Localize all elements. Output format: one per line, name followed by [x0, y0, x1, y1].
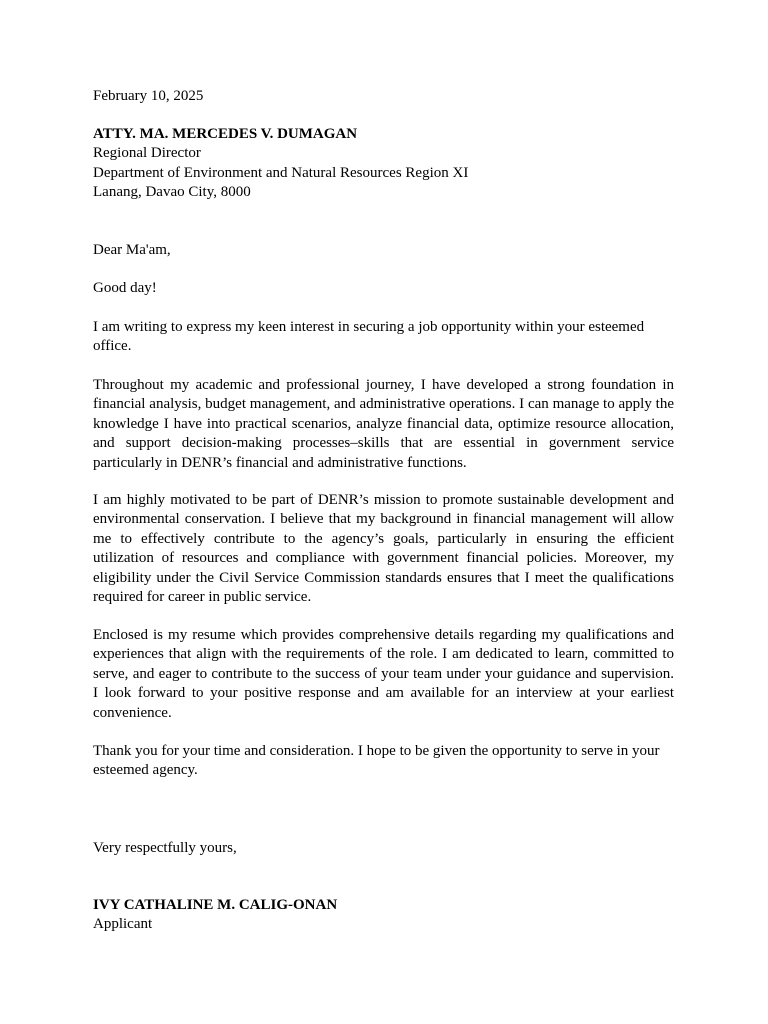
paragraph-enclosure	[93, 626, 674, 723]
signature-block	[93, 896, 674, 935]
recipient-title: Regional Director	[93, 145, 201, 162]
recipient-block	[93, 125, 674, 203]
paragraph-text: Thank you for your time and consideration. I hope to be given the opportunity to serve in your esteemed agency.	[93, 743, 660, 779]
paragraph-background	[93, 376, 674, 473]
signatory-name: IVY CATHALINE M. CALIG-ONAN	[93, 897, 338, 913]
signatory-role: Applicant	[93, 916, 153, 933]
paragraph-text: Throughout my academic and professional journey, I have developed a strong foundation in financial analysis, budget management, and administrative operations. I can manage to apply the knowledge I have into practical scenarios, analyze financial data, optimize resource allocation, and support decision-making processes–skills that are essential in government service particularly in DENR’s financial and administrative functions.	[93, 377, 674, 471]
date-text: February 10, 2025	[93, 88, 204, 104]
salutation	[93, 241, 674, 260]
paragraph-motivation	[93, 491, 674, 607]
closing	[93, 839, 674, 858]
paragraph-intro	[93, 318, 674, 357]
greeting-text: Good day!	[93, 280, 157, 296]
closing-text: Very respectfully yours,	[93, 840, 237, 856]
salutation-text: Dear Ma'am,	[93, 242, 171, 258]
paragraph-text: Enclosed is my resume which provides comprehensive details regarding my qualifications and experiences that align with the requirements of the role. I am dedicated to learn, committed to serve, and eager to contribute to the success of your team under your guidance and supervision. I look forward to your positive response and am available for an interview at your earliest convenience.	[93, 627, 674, 721]
paragraph-text: I am writing to express my keen interest in securing a job opportunity within your esteemed office.	[93, 319, 645, 355]
paragraph-text: I am highly motivated to be part of DENR’s mission to promote sustainable development and environmental conservation. I believe that my background in financial management will allow me to effectively contribute to the agency’s goals, particularly in ensuring the efficient utilization of resources and compliance with government financial policies. Moreover, my eligibility under the Civil Service Commission standards ensures that I meet the qualifications required for career in public service.	[93, 492, 674, 606]
recipient-name: ATTY. MA. MERCEDES V. DUMAGAN	[93, 126, 358, 142]
recipient-address: Lanang, Davao City, 8000	[93, 184, 251, 201]
paragraph-thanks	[93, 742, 674, 781]
recipient-office: Department of Environment and Natural Resources Region XI	[93, 164, 469, 181]
letter-date	[93, 87, 674, 106]
greeting	[93, 279, 674, 298]
